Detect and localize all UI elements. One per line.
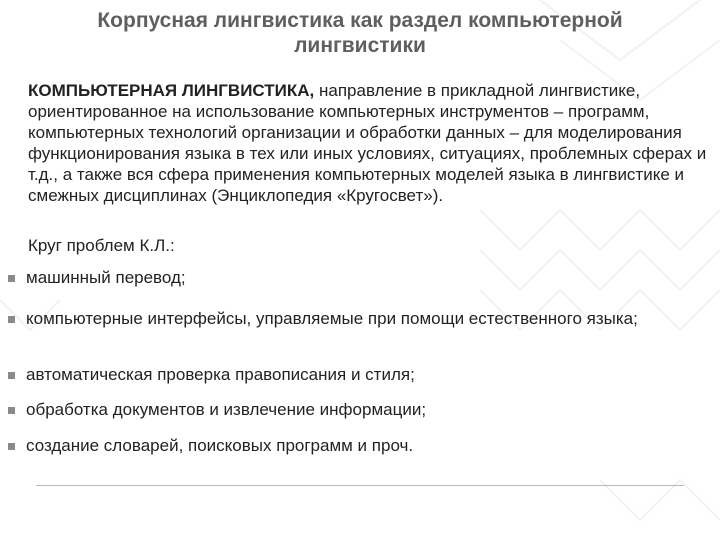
list-item-text: обработка документов и извлечение информации; bbox=[26, 400, 427, 419]
footer-divider bbox=[36, 485, 684, 486]
bullet-marker bbox=[8, 372, 15, 379]
bullet-marker bbox=[8, 407, 15, 414]
definition-body: направление в прикладной лингвистике, ориентированное на использование компьютерных инструментов – программ, компьютерных технологий организации и обработки данных – для моделирования функционирования языка в тех или иных условиях, ситуациях, проблемных сферах и т.д., а также вся сфера применения компьютерных моделей языка в лингвистике и смежных дисциплинах (Энциклопедия «Кругосвет»). bbox=[28, 81, 707, 205]
list-item-text: машинный перевод; bbox=[26, 268, 186, 287]
list-item-text: создание словарей, поисковых программ и проч. bbox=[26, 436, 414, 455]
list-item bbox=[8, 268, 698, 288]
definition-term: КОМПЬЮТЕРНАЯ ЛИНГВИСТИКА, bbox=[28, 81, 315, 100]
bullet-marker bbox=[8, 316, 15, 323]
list-item-text: автоматическая проверка правописания и стиля; bbox=[26, 365, 415, 384]
bullet-marker bbox=[8, 443, 15, 450]
list-item bbox=[8, 400, 698, 420]
problems-subheading: Круг проблем К.Л.: bbox=[28, 236, 175, 255]
slide-title: Корпусная лингвистика как раздел компьютерной лингвистики bbox=[97, 9, 623, 57]
bullet-marker bbox=[8, 275, 15, 282]
list-item-text: компьютерные интерфейсы, управляемые при помощи естественного языка; bbox=[26, 309, 638, 328]
definition-paragraph bbox=[28, 80, 708, 206]
list-item bbox=[8, 309, 698, 329]
list-item bbox=[8, 436, 698, 456]
list-item bbox=[8, 365, 698, 385]
